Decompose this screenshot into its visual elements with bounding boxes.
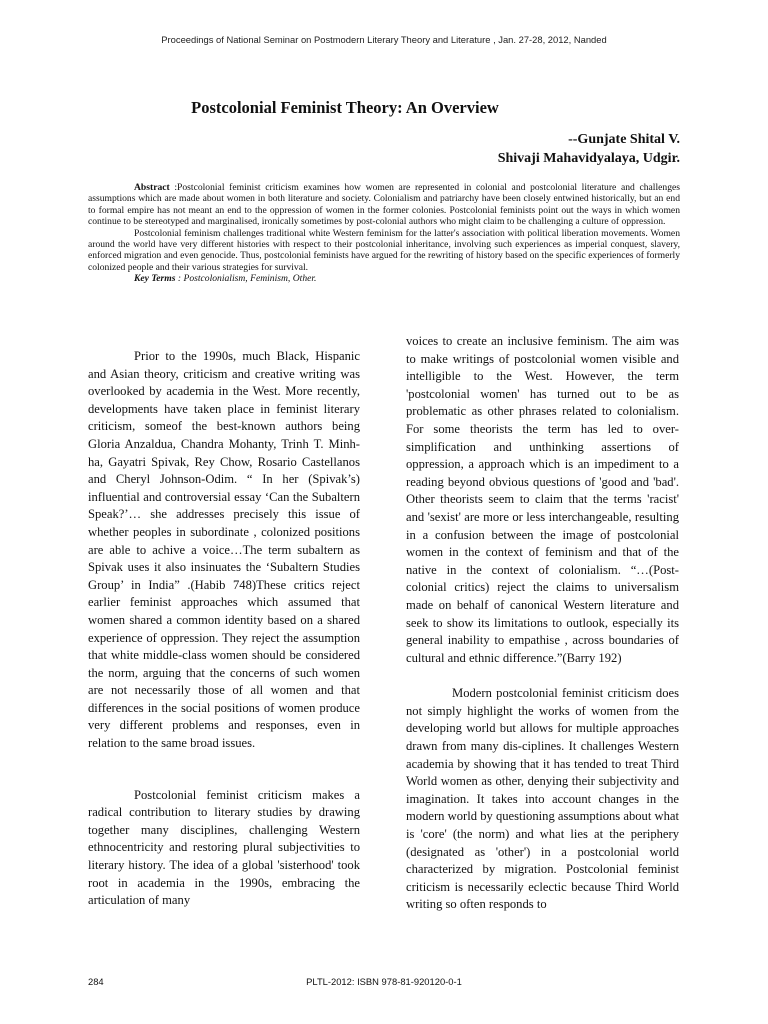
body-paragraph-left-1: Prior to the 1990s, much Black, Hispanic and Asian theory, criticism and creative writing was overlooked by academia in the West. More recently, developments have taken place in feminist literary criticism, someof the best-known authors being Gloria Anzaldua, Chandra Mohanty, Trinh T. Minh-ha, Gayatri Spivak, Rey Chow, Rosario Castellanos and Cheryl Johnson-Odim. “ In her (Spivak’s) influential and controversial essay ‘Can the Subaltern Speak?’… she addresses precisely this issue of whether peoples in subordinate , colonized positions are able to achive a voice…The term subaltern as Spivak uses it also insinuates the ‘Subaltern Studies Group’ in India” .(Habib 748)These critics reject earlier feminist approaches which assumed that women shared a common identity based on a shared experience of oppression. They reject the assumption that white middle-class women should be considered the norm, arguing that the concerns of such women are not necessarily those of all women and that differences in the social positions of women produce very different problems and responses, even in relation to the same broad issues. bbox=[88, 349, 360, 751]
body-paragraph-right-1: voices to create an inclusive feminism. The aim was to make writings of postcolonial women visible and intelligible to the West. However, the term 'postcolonial women' has turned out to be as problematic as other phrases related to colonialism. For some theorists the term has led to over-simplification and unthinking assertions of oppression, a approach which is an impediment to a reading beyond obvious questions of 'good and 'bad'. Other theorists seem to claim that the terms 'racist' and 'sexist' are more or less interchangeable, resulting in a confusion between the image of postcolonial women in the context of feminism and that of the native in the context of colonialism. “…(Post-colonial critics) reject the claims to universalism made on behalf of canonical Western literature and seek to show its limitations to outlook, especially its general inability to empathise , across boundaries of cultural and ethnic difference.”(Barry 192) bbox=[406, 334, 679, 665]
abstract-paragraph-2: Postcolonial feminism challenges traditional white Western feminism for the latter's association with political liberation movements. Women around the world have very different histories with respect to their postcolonial inheritance, involving such experiences as imperial conquest, slavery, enforced migration and even genocide. Thus, postcolonial feminists have argued for the rewriting of history based on the specific experiences of formerly colonized people and their various strategies for survival. bbox=[88, 227, 680, 273]
abstract-section bbox=[88, 182, 680, 285]
body-paragraph-right-2: Modern postcolonial feminist criticism does not simply highlight the works of women from the developing world but allows for multiple approaches drawn from many dis-ciplines. It challenges Western academia by showing that it has tended to treat Third World women as other, denying their subjectivity and imagination. It takes into account changes in the modern world by questioning assumptions about what is 'core' (the norm) and what lies at the periphery (designated as 'other') in a postcolonial world characterized by migration. Postcolonial feminist criticism is necessarily eclectic because Third World writing so often responds to bbox=[406, 686, 679, 912]
isbn-footer: PLTL-2012: ISBN 978-81-920120-0-1 bbox=[306, 976, 462, 987]
author-block bbox=[498, 130, 680, 168]
key-terms-label: Key Terms bbox=[134, 273, 176, 285]
paper-title: Postcolonial Feminist Theory: An Overview bbox=[191, 98, 499, 117]
key-terms-text: : Postcolonialism, Feminism, Other. bbox=[175, 273, 317, 285]
author-affiliation: Shivaji Mahavidyalaya, Udgir. bbox=[497, 151, 680, 166]
author-name: --Gunjate Shital V. bbox=[568, 132, 680, 147]
abstract-label: Abstract bbox=[134, 182, 170, 193]
left-column bbox=[88, 348, 360, 910]
page-number: 284 bbox=[88, 976, 104, 987]
abstract-text-1: :Postcolonial feminist criticism examines how women are represented in colonial and postcolonial literature and challenges assumptions which are made about women in both literature and society. Colonialism and patriarchy have been closely entwined historically, but an end to formal empire has not meant an end to the oppression of women in the former colonies. Postcolonial feminists point out the ways in which women continue to be stereotyped and marginalised, ironically sometimes by post-colonial authors who might claim to be challenging a culture of oppression. bbox=[88, 182, 680, 228]
key-terms bbox=[88, 273, 680, 284]
right-column bbox=[406, 333, 679, 914]
abstract-paragraph-1 bbox=[88, 182, 680, 228]
proceedings-header: Proceedings of National Seminar on Postmodern Literary Theory and Literature , Jan. 27-28, 2012, Nanded bbox=[161, 34, 607, 45]
body-paragraph-left-2: Postcolonial feminist criticism makes a radical contribution to literary studies by drawing together many disciplines, challenging Western ethnocentricity and restoring plural subjectivities to literary history. The idea of a global 'sisterhood' took root in academia in the 1990s, embracing the articulation of many bbox=[88, 787, 360, 908]
